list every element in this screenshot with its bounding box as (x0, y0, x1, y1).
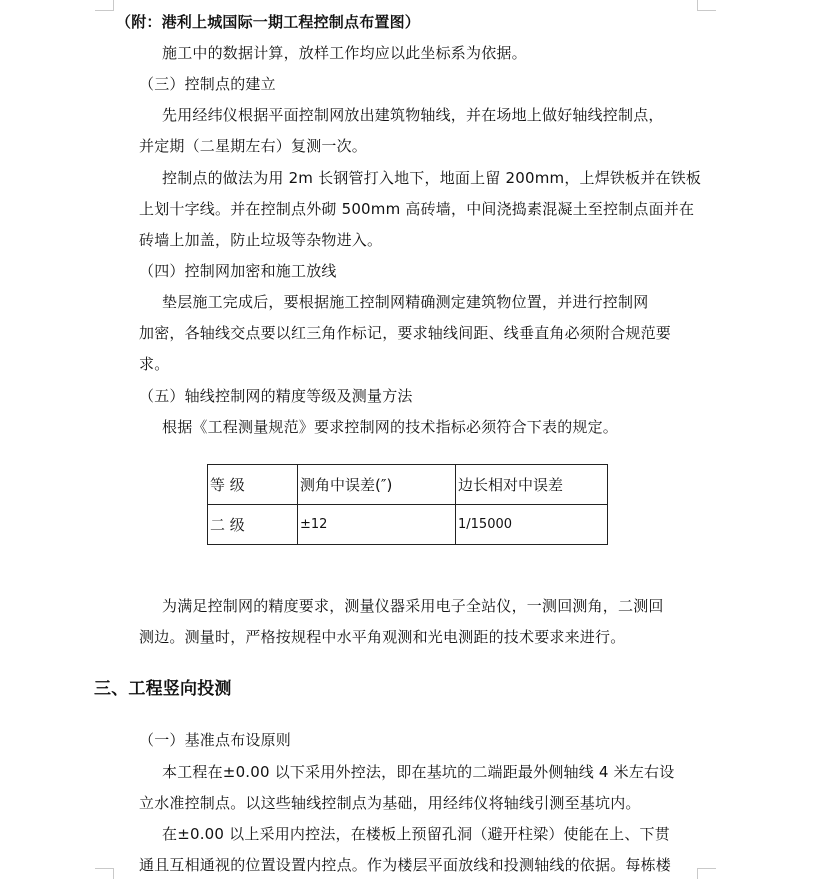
table-cell: 1/15000 (456, 505, 608, 545)
body-paragraph: 先用经纬仪根据平面控制网放出建筑物轴线，并在场地上做好轴线控制点， (162, 106, 664, 124)
body-paragraph-continued: 立水准控制点。以这些轴线控制点为基础，用经纬仪将轴线引测至基坑内。 (139, 794, 641, 812)
body-paragraph-continued: 加密，各轴线交点要以红三角作标记，要求轴线间距、线垂直角必须附合规范要 (139, 324, 672, 342)
subsection-heading: （一）基准点布设原则 (139, 731, 292, 749)
body-paragraph-continued: 并定期（二星期左右）复测一次。 (139, 137, 368, 155)
table-cell: ±12 (298, 505, 456, 545)
table-cell: 二 级 (208, 505, 298, 545)
table-header-cell: 测角中误差(″) (298, 465, 456, 505)
body-paragraph: 为满足控制网的精度要求，测量仪器采用电子全站仪，一测回测角，二测回 (162, 597, 664, 615)
body-paragraph: 本工程在±0.00 以下采用外控法，即在基坑的二端距最外侧轴线 4 米左右设 (162, 763, 675, 781)
body-paragraph: 施工中的数据计算，放样工作均应以此坐标系为依据。 (162, 44, 527, 62)
body-paragraph: 控制点的做法为用 2m 长钢管打入地下，地面上留 200mm，上焊铁板并在铁板 (162, 169, 702, 187)
subsection-heading: （三）控制点的建立 (139, 75, 276, 93)
table-header-cell: 边长相对中误差 (456, 465, 608, 505)
margin-corner-mark (95, 868, 114, 879)
margin-corner-mark (697, 868, 716, 879)
table-row (208, 505, 608, 545)
section-heading: 三、工程竖向投测 (94, 679, 232, 699)
subsection-heading: （五）轴线控制网的精度等级及测量方法 (139, 387, 413, 405)
body-paragraph-continued: 上划十字线。并在控制点外砌 500mm 高砖墙，中间浇捣素混凝土至控制点面并在 (139, 200, 695, 218)
body-paragraph: 根据《工程测量规范》要求控制网的技术指标必须符合下表的规定。 (162, 418, 619, 436)
body-paragraph-continued: 通且互相通视的位置设置内控点。作为楼层平面放线和投测轴线的依据。每栋楼 (139, 856, 672, 874)
margin-corner-mark (95, 0, 114, 11)
precision-table (207, 464, 608, 545)
table-header-cell: 等 级 (208, 465, 298, 505)
attachment-note: （附：港利上城国际一期工程控制点布置图） (116, 13, 421, 31)
subsection-heading: （四）控制网加密和施工放线 (139, 262, 337, 280)
body-paragraph: 在±0.00 以上采用内控法，在楼板上预留孔洞（避开柱梁）使能在上、下贯 (162, 825, 670, 843)
table-header-row (208, 465, 608, 505)
body-paragraph-continued: 测边。测量时，严格按规程中水平角观测和光电测距的技术要求来进行。 (139, 628, 626, 646)
body-paragraph-continued: 求。 (139, 355, 170, 373)
margin-corner-mark (697, 0, 716, 11)
body-paragraph-continued: 砖墙上加盖，防止垃圾等杂物进入。 (139, 231, 383, 249)
body-paragraph: 垫层施工完成后，要根据施工控制网精确测定建筑物位置，并进行控制网 (162, 293, 649, 311)
